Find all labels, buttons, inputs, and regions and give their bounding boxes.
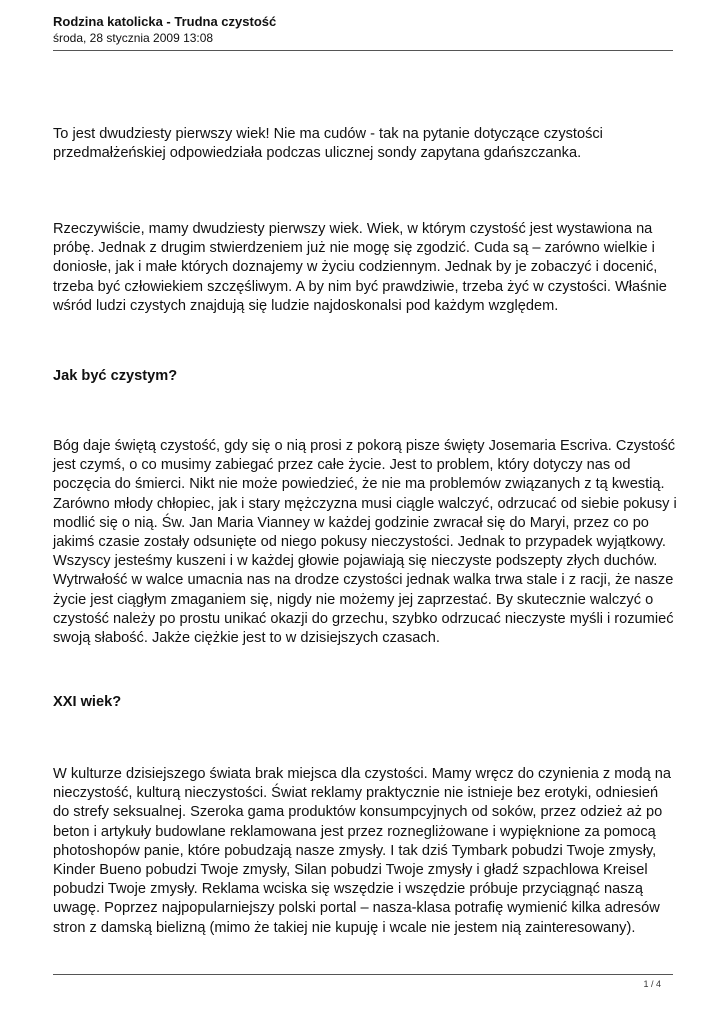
page-number: 1 / 4 bbox=[643, 979, 661, 989]
paragraph-2: Rzeczywiście, mamy dwudziesty pierwszy wiek. Wiek, w którym czystość jest wystawiona na próbę. Jednak z drugim stwierdzeniem już nie mogę się zgodzić. Cuda są – zarówno wielkie i doniosłe, jak i małe których doznajemy w życiu codziennym. Jednak by je zobaczyć i docenić, trzeba być człowiekiem szczęśliwym. A by nim być prawdziwie, trzeba żyć w czystości. Właśnie wśród ludzi czystych znajdują się ludzie najdoskonalsi pod każdym względem. bbox=[53, 221, 667, 314]
header-divider bbox=[53, 50, 673, 51]
footer-divider bbox=[53, 974, 673, 975]
paragraph-3: Bóg daje świętą czystość, gdy się o nią prosi z pokorą pisze święty Josemaria Escriva. Czystość jest czymś, o co musimy zabiegać przez całe życie. Jest to problem, który dotyczy nas od poczęcia do śmierci. Nikt nie może powiedzieć, że nie ma problemów związanych z tą kwestią. Zarówno młody chłopiec, jak i stary mężczyzna musi ciągle walczyć, odrzucać od siebie pokusy i modlić się o nią. Św. Jan Maria Vianney w każdej godzinie zwracał się do Maryi, przez co po jakimś czasie zostały odsunięte od niego pokusy nieczystości. Jednak to przypadek wyjątkowy. Wszyscy jesteśmy kuszeni i w każdej głowie pojawiają się nieczyste podszepty złych duchów. Wytrwałość w walce umacnia nas na drodze czystości jednak walka trwa stale i z racji, że nasze życie jest ciągłym zmaganiem się, nigdy nie możemy jej zaprzestać. By skutecznie walczyć o czystość należy po prostu unikać okazji do grzechu, szybko odrzucać nieczyste myśli i rozumieć swoją słabość. Jakże ciężkie jest to w dzisiejszych czasach. bbox=[53, 438, 677, 647]
document-date: środa, 28 stycznia 2009 13:08 bbox=[53, 31, 214, 45]
section-heading-2: XXI wiek? bbox=[53, 694, 122, 710]
section-heading-1: Jak być czystym? bbox=[53, 368, 178, 384]
paragraph-intro: To jest dwudziesty pierwszy wiek! Nie ma cudów - tak na pytanie dotyczące czystości przedmałżeńskiej odpowiedziała podczas ulicznej sondy zapytana gdańszczanka. bbox=[53, 126, 603, 162]
article-body bbox=[53, 125, 677, 936]
paragraph-4: W kulturze dzisiejszego świata brak miejsca dla czystości. Mamy wręcz do czynienia z modą na nieczystość, kulturą nieczystości. Świat reklamy praktycznie nie istnieje bez erotyki, odniesień do strefy seksualnej. Szeroka gama produktów konsumpcyjnych od soków, przez odzież aż po beton i artykuły budowlane reklamowana jest przez roznegliżowane i wypięknione za pomocą photoshopów panie, które pobudzają nasze zmysły. I tak dziś Tymbark pobudzi Twoje zmysły, Kinder Bueno pobudzi Twoje zmysły, Silan pobudzi Twoje zmysły i gładź szpachlowa Kreisel pobudzi Twoje zmysły. Reklama wciska się wszędzie i wszędzie próbuje przyciągnąć naszą uwagę. Poprzez najpopularniejszy polski portal – nasza-klasa potrafię wymienić kilka adresów stron z damską bielizną (mimo że takiej nie kupuję i wcale nie jestem nią zainteresowany). bbox=[53, 766, 672, 936]
document-header bbox=[53, 14, 673, 46]
document-title: Rodzina katolicka - Trudna czystość bbox=[53, 14, 277, 29]
